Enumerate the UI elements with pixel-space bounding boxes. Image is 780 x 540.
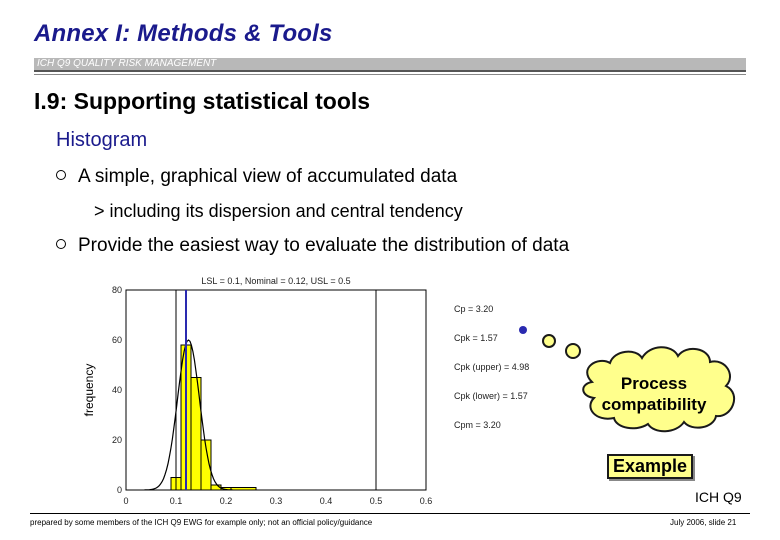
x-tick-label: 0 (123, 496, 129, 506)
x-tick-label: 0.4 (319, 496, 333, 506)
bullet-item (56, 166, 457, 188)
bullet-item (56, 235, 569, 257)
bullet-dot-icon (56, 239, 66, 249)
stat-label: Cpk = 1.57 (454, 333, 498, 343)
section-title: I.9: Supporting statistical tools (34, 88, 371, 114)
sub-bullet-text: > including its dispersion and central tendency (94, 201, 463, 221)
footer-divider (30, 513, 750, 514)
y-tick-label: 0 (116, 485, 122, 495)
bullet-dot-icon (56, 170, 66, 180)
callout-label: Process compatibility (601, 374, 707, 414)
footer-slide-info: July 2006, slide 21 (670, 518, 737, 527)
stat-label: Cp = 3.20 (454, 304, 494, 314)
bullet-text: A simple, graphical view of accumulated data (78, 166, 458, 187)
x-tick-label: 0.1 (169, 496, 183, 506)
banner-text: ICH Q9 QUALITY RISK MANAGEMENT (37, 58, 217, 69)
x-tick-label: 0.6 (419, 496, 433, 506)
plot-frame (126, 290, 426, 490)
chart-title: LSL = 0.1, Nominal = 0.12, USL = 0.5 (201, 276, 351, 286)
thought-bubble-medium (543, 335, 555, 347)
sub-bullet-item (94, 201, 463, 222)
header-banner (34, 58, 746, 72)
y-tick-label: 40 (111, 385, 122, 395)
example-badge: Example (607, 454, 693, 479)
annex-title: Annex I: Methods & Tools (34, 20, 333, 47)
y-tick-label: 20 (111, 435, 122, 445)
x-tick-label: 0.5 (369, 496, 383, 506)
ich-label: ICH Q9 (695, 489, 742, 505)
x-tick-label: 0.3 (269, 496, 283, 506)
thought-bubble-small (519, 326, 527, 334)
histogram-subheading: Histogram (56, 129, 148, 151)
stat-label: Cpk (upper) = 4.98 (454, 362, 530, 372)
stat-label: Cpm = 3.20 (454, 420, 501, 430)
histogram-bar (231, 488, 256, 491)
chart-background (126, 290, 426, 490)
histogram-chart (80, 272, 550, 512)
stat-label: Cpk (lower) = 1.57 (454, 391, 528, 401)
thought-bubble-large (566, 344, 580, 358)
footer-disclaimer: prepared by some members of the ICH Q9 EWG for example only; not an official policy/guidance (30, 518, 373, 527)
y-tick-label: 60 (111, 335, 122, 345)
y-tick-label: 80 (111, 285, 122, 295)
banner-divider (34, 74, 746, 75)
y-axis-label: frequency (82, 363, 96, 417)
x-tick-label: 0.2 (219, 496, 233, 506)
bullet-text: Provide the easiest way to evaluate the distribution of data (78, 235, 570, 256)
